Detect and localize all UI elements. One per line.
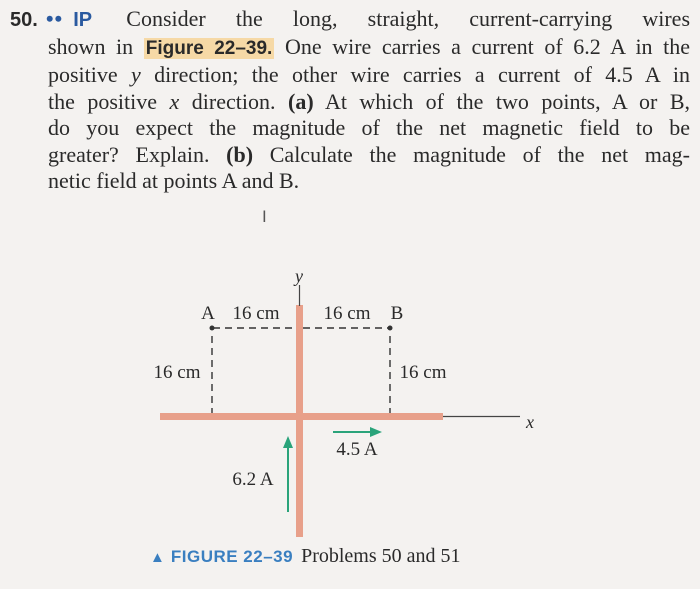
problem-number: 50. xyxy=(10,9,38,31)
vertical-current-label: 6.2 A xyxy=(232,469,274,490)
distance-b-y-label: 16 cm xyxy=(399,362,447,383)
figure-caption xyxy=(150,545,461,568)
horizontal-arrowhead-icon xyxy=(370,427,382,437)
variable-y: y xyxy=(131,62,141,87)
caption-figure-label: FIGURE 22–39 xyxy=(170,547,294,566)
text-segment: Consider the long, straight, current-carrying wires xyxy=(126,6,691,31)
text-segment: One wire carries a current of 6.2 A in the xyxy=(284,33,691,59)
text-segment: At which of the two points, A or B, xyxy=(324,88,691,114)
x-axis-label: x xyxy=(526,412,534,432)
figure-reference-link[interactable]: Figure 22–39. xyxy=(145,37,273,59)
caption-triangle-icon: ▲ xyxy=(150,550,165,566)
text-segment: do you expect the magnitude of the net magnetic field to be xyxy=(48,115,690,140)
point-a-label: A xyxy=(201,303,215,324)
text-segment: direction. xyxy=(191,88,276,114)
y-axis-label: y xyxy=(295,266,303,286)
text-segment: shown in xyxy=(48,33,134,59)
point-b-dot xyxy=(388,326,393,331)
text-segment: Calculate the magnitude of the net mag- xyxy=(269,141,691,167)
text-segment: the positive xyxy=(48,88,158,114)
variable-x: x xyxy=(169,88,180,114)
vertical-wire xyxy=(296,305,303,537)
point-a-dot xyxy=(210,326,215,331)
distance-b-x-label: 16 cm xyxy=(323,303,371,324)
text-segment: direction; the other wire carries a current of 4.5 A in xyxy=(154,62,691,87)
text-segment: positive xyxy=(48,62,118,87)
difficulty-dots: •• xyxy=(45,6,64,31)
caption-text: Problems 50 and 51 xyxy=(301,545,461,567)
text-cursor-icon: I xyxy=(262,207,267,226)
distance-a-y-label: 16 cm xyxy=(153,362,201,383)
point-b-label: B xyxy=(390,303,404,324)
text-segment: netic field at points A and B. xyxy=(48,168,300,193)
part-a-label: (a) xyxy=(288,88,314,114)
ip-tag: IP xyxy=(73,9,93,31)
vertical-arrowhead-icon xyxy=(283,436,293,448)
horizontal-current-label: 4.5 A xyxy=(336,439,378,460)
part-b-label: (b) xyxy=(226,141,254,167)
text-segment: greater? Explain. xyxy=(48,141,210,167)
distance-a-x-label: 16 cm xyxy=(232,303,280,324)
